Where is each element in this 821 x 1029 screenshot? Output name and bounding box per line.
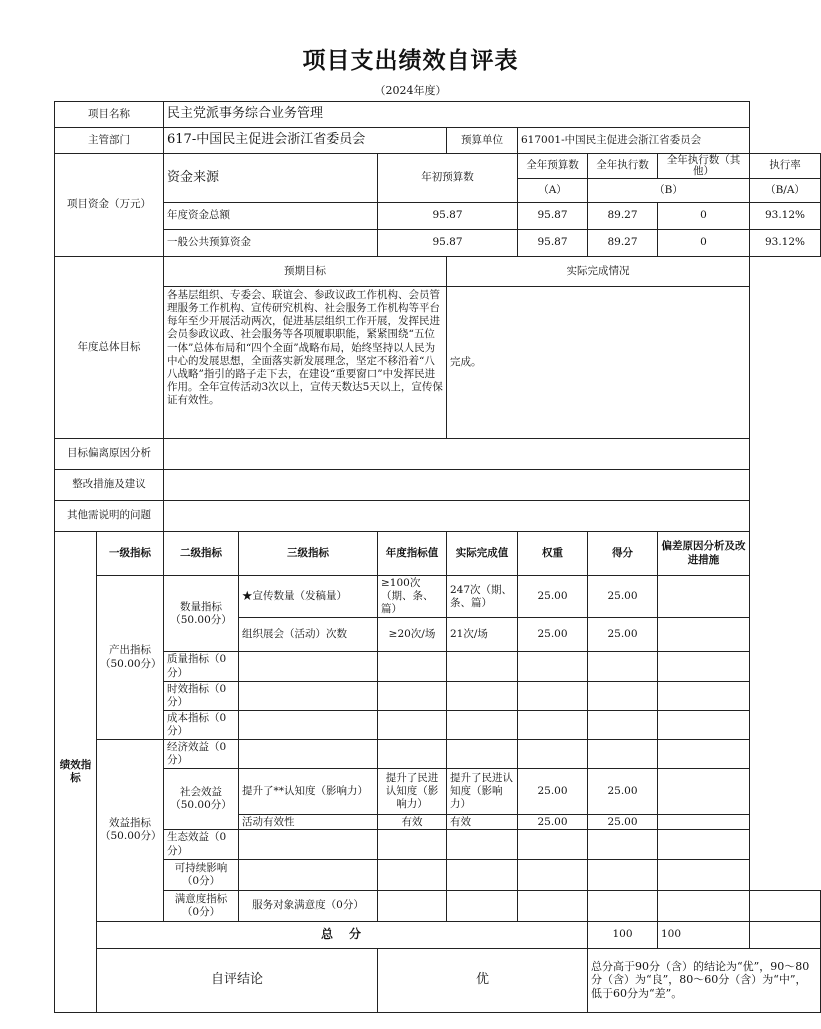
eco-benefit-label: 生态效益（0分） [164,830,239,859]
weight-cell: 25.00 [518,769,588,815]
actual-completion-text: 完成。 [447,287,750,439]
expected-goal-label: 预期目标 [164,257,447,287]
dept-value: 617-中国民主促进会浙江省委员会 [164,128,447,154]
level3-cell: 组织展会（活动）次数 [239,618,378,652]
rectify-value [164,470,750,501]
time-indicator-label: 时效指标（0分） [164,681,239,710]
funds-b-label: （B） [588,179,750,203]
total-score: 100 [658,921,750,948]
funds-ba-label: （B/A） [750,179,821,203]
reason-cell [658,769,750,815]
header-level1: 一级指标 [97,532,164,576]
perf-indicators-label: 绩效指标 [55,532,97,1013]
deviation-value [164,439,750,470]
evaluation-table [54,101,821,1013]
deviation-label: 目标偏离原因分析 [55,439,164,470]
header-target: 年度指标值 [378,532,447,576]
funds-row-exec: 89.27 [588,230,658,257]
econ-benefit-label: 经济效益（0分） [164,740,239,769]
sustain-impact-label: 可持续影响（0分） [164,859,239,890]
header-reason: 偏差原因分析及改进措施 [658,532,750,576]
weight-cell: 25.00 [518,618,588,652]
satisfaction-indicator-label: 满意度指标（0分） [164,890,239,921]
funds-row-rate: 93.12% [750,230,821,257]
score-cell: 25.00 [588,769,658,815]
benefit-indicator-label: 效益指标（50.00分） [97,740,164,922]
score-cell: 25.00 [588,815,658,830]
annual-goal-label: 年度总体目标 [55,257,164,439]
funds-row-initial: 95.87 [378,203,518,230]
budget-unit-value: 617001-中国民主促进会浙江省委员会 [518,128,750,154]
total-label: 总 分 [97,921,588,948]
funds-row-name: 一般公共预算资金 [164,230,378,257]
conclusion-note: 总分高于90分（含）的结论为“优”，90～80分（含）为“良”，80～60分（含）为“中”，低于60分为“差”。 [588,948,821,1012]
header-level2: 二级指标 [164,532,239,576]
reason-cell [658,815,750,830]
funds-row-initial: 95.87 [378,230,518,257]
funds-row-budget: 95.87 [518,230,588,257]
actual-cell: 提升了民进认知度（影响力） [447,769,518,815]
score-cell: 25.00 [588,618,658,652]
service-satisfaction-label: 服务对象满意度（0分） [239,890,378,921]
funds-row-rate: 93.12% [750,203,821,230]
level3-cell: ★宣传数量（发稿量） [239,576,378,618]
funds-source-label: 资金来源 [164,154,378,203]
reason-cell [658,618,750,652]
actual-cell: 有效 [447,815,518,830]
conclusion-label: 自评结论 [97,948,378,1012]
target-cell: 提升了民进认知度（影响力） [378,769,447,815]
other-issues-value [164,501,750,532]
project-name-value: 民主党派事务综合业务管理 [164,102,750,128]
actual-completion-label: 实际完成情况 [447,257,750,287]
funds-a-label: （A） [518,179,588,203]
target-cell: ≥100次（期、条、篇） [378,576,447,618]
other-issues-label: 其他需说明的问题 [55,501,164,532]
year-label: （2024年度） [374,84,447,97]
funds-full-budget-label: 全年预算数 [518,154,588,179]
dept-label: 主管部门 [55,128,164,154]
funds-row-budget: 95.87 [518,203,588,230]
funds-row-other: 0 [658,230,750,257]
actual-cell: 21次/场 [447,618,518,652]
social-benefit-label: 社会效益（50.00分） [164,769,239,830]
funds-exec-rate-label: 执行率 [750,154,821,179]
target-cell: ≥20次/场 [378,618,447,652]
weight-cell: 25.00 [518,576,588,618]
funds-row-name: 年度资金总额 [164,203,378,230]
rectify-label: 整改措施及建议 [55,470,164,501]
conclusion-value: 优 [378,948,588,1012]
level3-cell: 提升了**认知度（影响力） [239,769,378,815]
level3-cell: 活动有效性 [239,815,378,830]
header-actual: 实际完成值 [447,532,518,576]
funds-full-exec-label: 全年执行数 [588,154,658,179]
funds-full-exec-other-label: 全年执行数（其他） [658,154,750,179]
quality-indicator-label: 质量指标（0分） [164,652,239,681]
reason-cell [658,576,750,618]
funds-initial-label: 年初预算数 [378,154,518,203]
qty-indicator-label: 数量指标（50.00分） [164,576,239,652]
target-cell: 有效 [378,815,447,830]
output-indicator-label: 产出指标（50.00分） [97,576,164,740]
funds-label: 项目资金（万元） [55,154,164,257]
page-title: 项目支出绩效自评表 [302,47,519,74]
header-level3: 三级指标 [239,532,378,576]
project-name-label: 项目名称 [55,102,164,128]
total-weight: 100 [588,921,658,948]
cost-indicator-label: 成本指标（0分） [164,710,239,739]
header-score: 得分 [588,532,658,576]
header-weight: 权重 [518,532,588,576]
budget-unit-label: 预算单位 [447,128,518,154]
expected-goal-text: 各基层组织、专委会、联谊会、参政议政工作机构、会员管理服务工作机构、宣传研究机构、社会服务工作机构等平台每年至少开展活动两次，促进基层组织工作开展，发挥民进会员参政议政、社会服务等各项履职职能，紧紧围绕“五位一体”总体布局和“四个全面”战略布局，始终坚持以人民为中心的发展思想，全面落实新发展理念，坚定不移沿着“八八战略”指引的路子走下去，在建设“重要窗口”中发挥民进作用。全年宣传活动3次以上，宣传天数达5天以上，宣传保证有效性。 [164,287,447,439]
score-cell: 25.00 [588,576,658,618]
funds-row-exec: 89.27 [588,203,658,230]
weight-cell: 25.00 [518,815,588,830]
funds-row-other: 0 [658,203,750,230]
actual-cell: 247次（期、条、篇） [447,576,518,618]
